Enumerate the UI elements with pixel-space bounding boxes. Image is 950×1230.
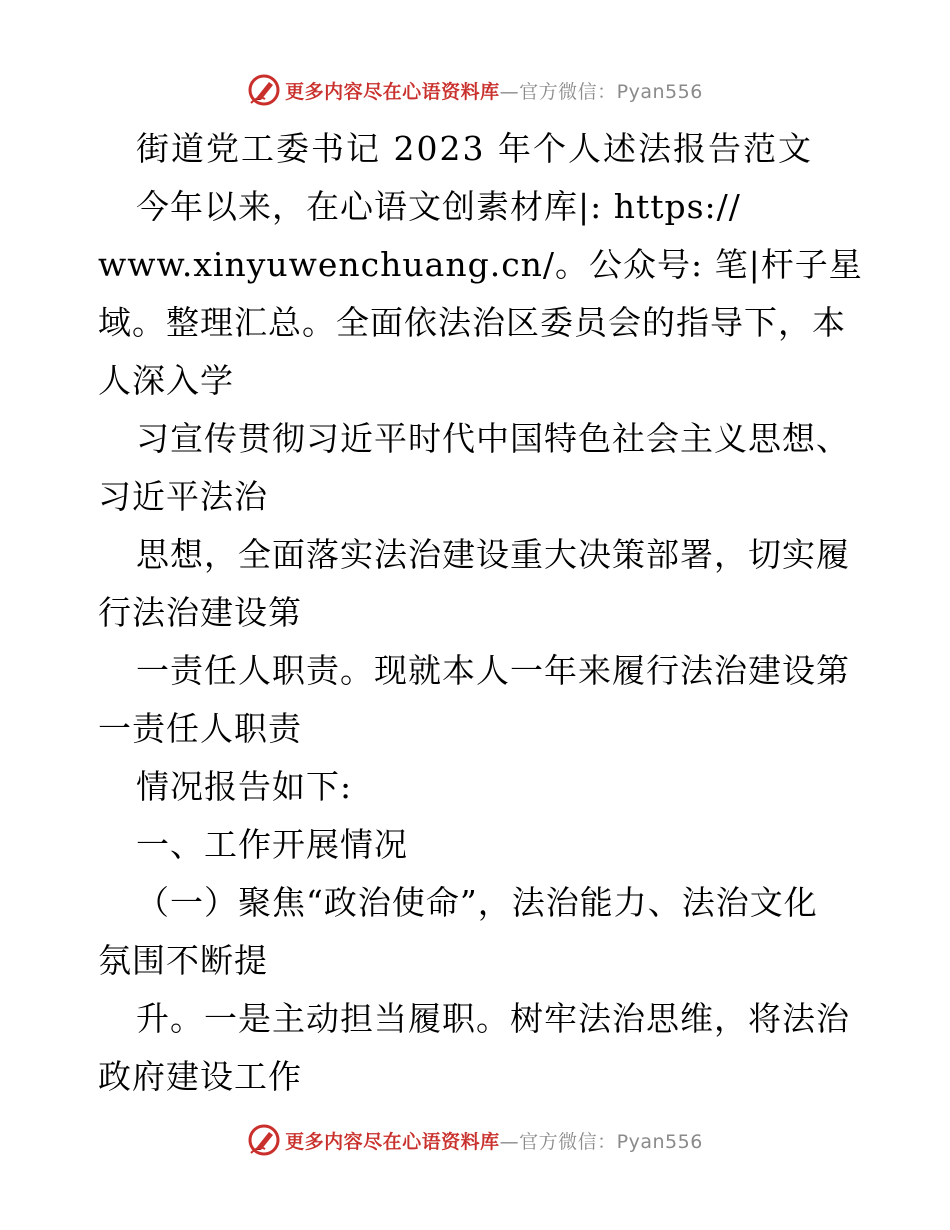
banner-dash: —	[499, 1130, 520, 1153]
paragraph-line: 今年以来，在心语文创素材库|: https://	[136, 187, 741, 226]
paragraph-line: 思想，全面落实法治建设重大决策部署，切实履	[136, 535, 850, 574]
paragraph-line: 一责任人职责。现就本人一年来履行法治建设第	[136, 651, 850, 690]
paragraph-line: 行法治建设第	[98, 593, 302, 632]
paragraph-line: 人深入学	[98, 361, 234, 400]
paragraph-line: 氛围不断提	[98, 941, 268, 980]
subsection-heading: （一）聚焦“政治使命”，法治能力、法治文化	[136, 883, 818, 922]
section-heading: 一、工作开展情况	[136, 825, 408, 864]
banner-main-text: 更多内容尽在心语资料库	[285, 80, 500, 103]
footer-banner	[0, 1120, 950, 1160]
paragraph-line: 升。一是主动担当履职。树牢法治思维，将法治	[136, 999, 850, 1038]
paragraph-line: 域。整理汇总。全面依法治区委员会的指导下，本	[98, 303, 846, 342]
header-banner	[0, 70, 950, 110]
paragraph-line: 政府建设工作	[98, 1057, 302, 1096]
paragraph-line: 习宣传贯彻习近平时代中国特色社会主义思想、	[136, 419, 850, 458]
document-title: 街道党工委书记 2023 年个人述法报告范文	[136, 129, 813, 168]
paragraph-line: www.xinyuwenchuang.cn/。公众号: 笔|杆子星	[98, 245, 863, 284]
banner-contact-text: 官方微信：Pyan556	[519, 1130, 703, 1153]
banner-contact-text: 官方微信：Pyan556	[519, 80, 703, 103]
paragraph-line: 习近平法治	[98, 477, 268, 516]
banner-dash: —	[499, 80, 520, 103]
pen-logo-icon	[247, 73, 281, 107]
pen-logo-icon	[247, 1123, 281, 1157]
banner-main-text: 更多内容尽在心语资料库	[285, 1130, 500, 1153]
paragraph-line: 情况报告如下:	[136, 767, 353, 806]
paragraph-line: 一责任人职责	[98, 709, 302, 748]
document-body	[98, 120, 863, 1106]
